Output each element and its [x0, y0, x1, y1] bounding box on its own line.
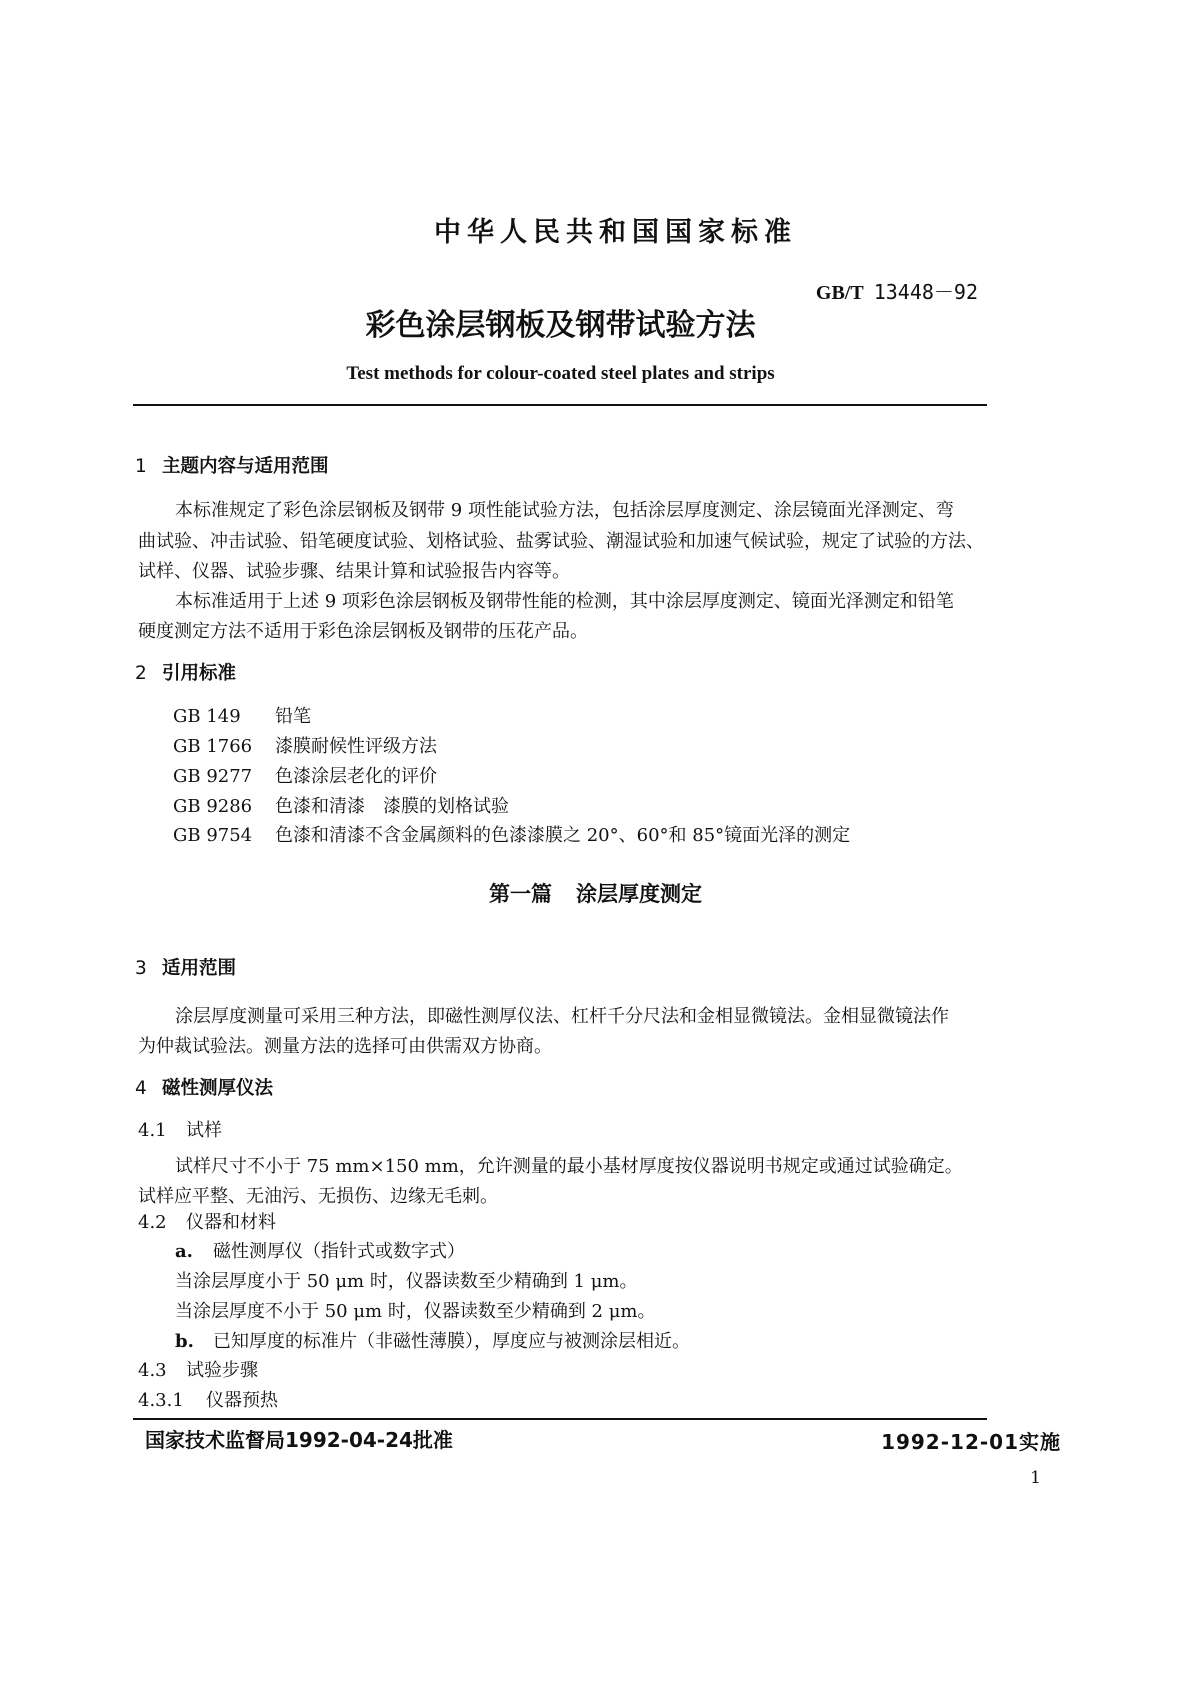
section-4-heading: 4 磁性测厚仪法	[135, 1078, 274, 1099]
section-2-heading: 2 引用标准	[135, 663, 237, 684]
section-1-para-1-line-2: 曲试验、冲击试验、铅笔硬度试验、划格试验、盐雾试验、潮湿试验和加速气候试验，规定了试验的方法、	[138, 531, 984, 552]
issuing-country-line: 中华人民共和国国家标准	[434, 217, 797, 248]
footer-rule	[133, 1418, 987, 1420]
list-item-b: b. 已知厚度的标准片（非磁性薄膜），厚度应与被测涂层相近。	[175, 1331, 690, 1352]
page-number: 1	[1030, 1468, 1041, 1488]
title-chinese: 彩色涂层钢板及钢带试验方法	[365, 308, 756, 343]
header-rule	[133, 404, 987, 406]
list-item-a: a. 磁性测厚仪（指针式或数字式）	[175, 1241, 465, 1262]
approval-line: 国家技术监督局1992-04-24批准	[145, 1428, 453, 1452]
section-1-para-2-line-1: 本标准适用于上述 9 项彩色涂层钢板及钢带性能的检测，其中涂层厚度测定、镜面光泽测定和铅笔	[175, 591, 954, 612]
standard-prefix: GB/T	[815, 282, 864, 304]
list-item-a-line-2: 当涂层厚度不小于 50 μm 时，仪器读数至少精确到 2 μm。	[175, 1301, 656, 1322]
subsection-4-1-line-1: 试样尺寸不小于 75 mm×150 mm，允许测量的最小基材厚度按仪器说明书规定或通过试验确定。	[175, 1156, 963, 1177]
section-1-para-1-line-1: 本标准规定了彩色涂层钢板及钢带 9 项性能试验方法，包括涂层厚度测定、涂层镜面光泽测定、弯	[175, 500, 954, 521]
title-english: Test methods for colour-coated steel plates and strips	[346, 363, 775, 384]
reference-item: GB 1766 漆膜耐候性评级方法	[173, 736, 437, 757]
subsection-4-1-line-2: 试样应平整、无油污、无损伤、边缘无毛刺。	[138, 1186, 498, 1207]
section-1-para-1-line-3: 试样、仪器、试验步骤、结果计算和试验报告内容等。	[138, 561, 570, 582]
section-3-line-1: 涂层厚度测量可采用三种方法，即磁性测厚仪法、杠杆千分尺法和金相显微镜法。金相显微镜法作	[175, 1006, 949, 1027]
reference-item: GB 9286 色漆和清漆 漆膜的划格试验	[173, 796, 509, 817]
subsection-4-3-1-heading: 4.3.1 仪器预热	[138, 1390, 278, 1411]
part-1-heading: 第一篇 涂层厚度测定	[489, 882, 702, 906]
implementation-date: 1992-12-01实施	[881, 1430, 1061, 1454]
section-1-para-2-line-2: 硬度测定方法不适用于彩色涂层钢板及钢带的压花产品。	[138, 621, 588, 642]
reference-item: GB 9754 色漆和清漆不含金属颜料的色漆漆膜之 20°、60°和 85°镜面光泽的测定	[173, 825, 851, 846]
subsection-4-3-heading: 4.3 试验步骤	[138, 1360, 258, 1381]
reference-item: GB 149 铅笔	[173, 706, 311, 727]
section-3-heading: 3 适用范围	[135, 958, 237, 979]
subsection-4-2-heading: 4.2 仪器和材料	[138, 1212, 276, 1233]
section-3-line-2: 为仲裁试验法。测量方法的选择可由供需双方协商。	[138, 1036, 552, 1057]
list-item-a-line-1: 当涂层厚度小于 50 μm 时，仪器读数至少精确到 1 μm。	[175, 1271, 638, 1292]
standard-code: 13448－92	[873, 280, 978, 304]
section-1-heading: 1 主题内容与适用范围	[135, 456, 329, 477]
reference-item: GB 9277 色漆涂层老化的评价	[173, 766, 437, 787]
subsection-4-1-heading: 4.1 试样	[138, 1120, 222, 1141]
